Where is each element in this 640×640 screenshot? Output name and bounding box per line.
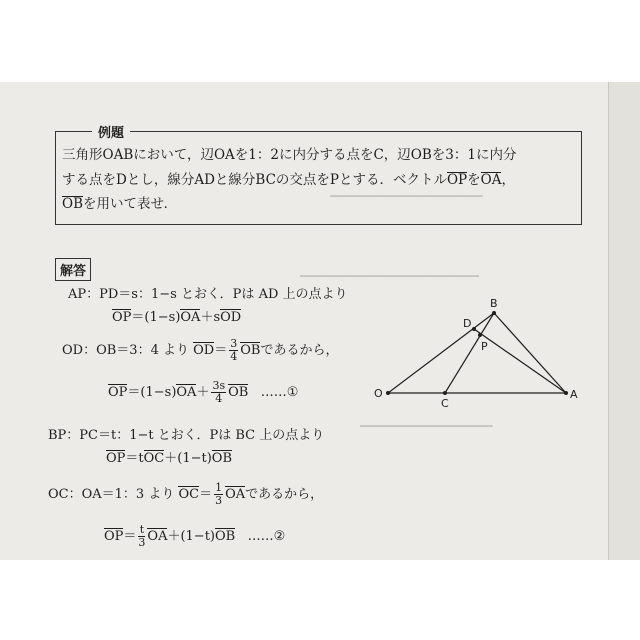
vector-oa: OA [480, 172, 502, 188]
fraction-t-3: $\frac{t}{3}$ [138, 523, 146, 550]
answer-line-3: OD：OB＝3：4 より OD＝ $\frac{3}{4}$ OBであるから， [62, 337, 339, 364]
example-line-2-text: する点をDとし，線分ADと線分BCの交点をPとする．ベクトル [62, 172, 447, 188]
label-d: D [463, 317, 472, 330]
answer-line-8: OP＝ $\frac{t}{3}$ OA＋(1−t)OB ……② [104, 523, 286, 550]
side-ab [494, 313, 566, 393]
label-p: P [481, 340, 488, 353]
example-line-2: する点をDとし，線分ADと線分BCの交点をPとする．ベクトルOPをOA， [62, 172, 515, 188]
point-p [478, 333, 482, 337]
bleed-through-1: ━━━━━━━━━━━━━━━━━━━━━━━ [330, 190, 483, 203]
point-c [443, 391, 447, 395]
example-line-1: 三角形OABにおいて，辺OAを1：2に内分する点をC，辺OBを3：1に内分 [62, 147, 517, 163]
point-d [472, 327, 476, 331]
vector-ob: OB [62, 196, 83, 212]
side-ob [388, 313, 494, 393]
answer-line-4: OP＝(1−s)OA＋ $\frac{3s}{4}$ OB ……① [108, 379, 299, 406]
vector-op: OP [446, 172, 468, 188]
point-b [492, 311, 496, 315]
equation-tag-2: ……② [247, 529, 286, 545]
fraction-3-4: $\frac{3}{4}$ [230, 337, 238, 364]
point-o [386, 391, 390, 395]
label-c: C [441, 397, 449, 410]
answer-line-1: AP：PD＝s：1−s とおく．Pは AD 上の点より [68, 287, 348, 302]
label-a: A [570, 388, 578, 401]
equation-tag-1: ……① [260, 385, 299, 401]
answer-line-7: OC：OA＝1：3 より OC＝ $\frac{1}{3}$ OAであるから， [48, 481, 324, 508]
fraction-1-3: $\frac{1}{3}$ [215, 481, 223, 508]
fraction-3s-4: $\frac{3s}{4}$ [212, 379, 226, 406]
label-b: B [490, 297, 498, 310]
example-title: 例題 [92, 122, 130, 141]
answer-line-2: OP＝(1−s)OA＋sOD [112, 310, 242, 325]
page-edge [608, 82, 640, 560]
answer-line-6: OP＝tOC＋(1−t)OB [106, 451, 233, 466]
point-a [564, 391, 568, 395]
example-line-3: OBを用いて表せ． [62, 196, 178, 212]
label-o: O [374, 387, 383, 400]
bleed-through-3: ━━━━━━━━━━━━━━━━━━━━ [360, 420, 493, 433]
bleed-through-2: ━━━━━━━━━━━━━━━━━━━━━━━━━━━ [300, 270, 479, 283]
segment-ad [474, 329, 566, 393]
answer-line-5: BP：PC＝t：1−t とおく．Pは BC 上の点より [48, 428, 325, 443]
answer-label: 解答 [55, 258, 91, 281]
triangle-diagram [370, 295, 590, 410]
